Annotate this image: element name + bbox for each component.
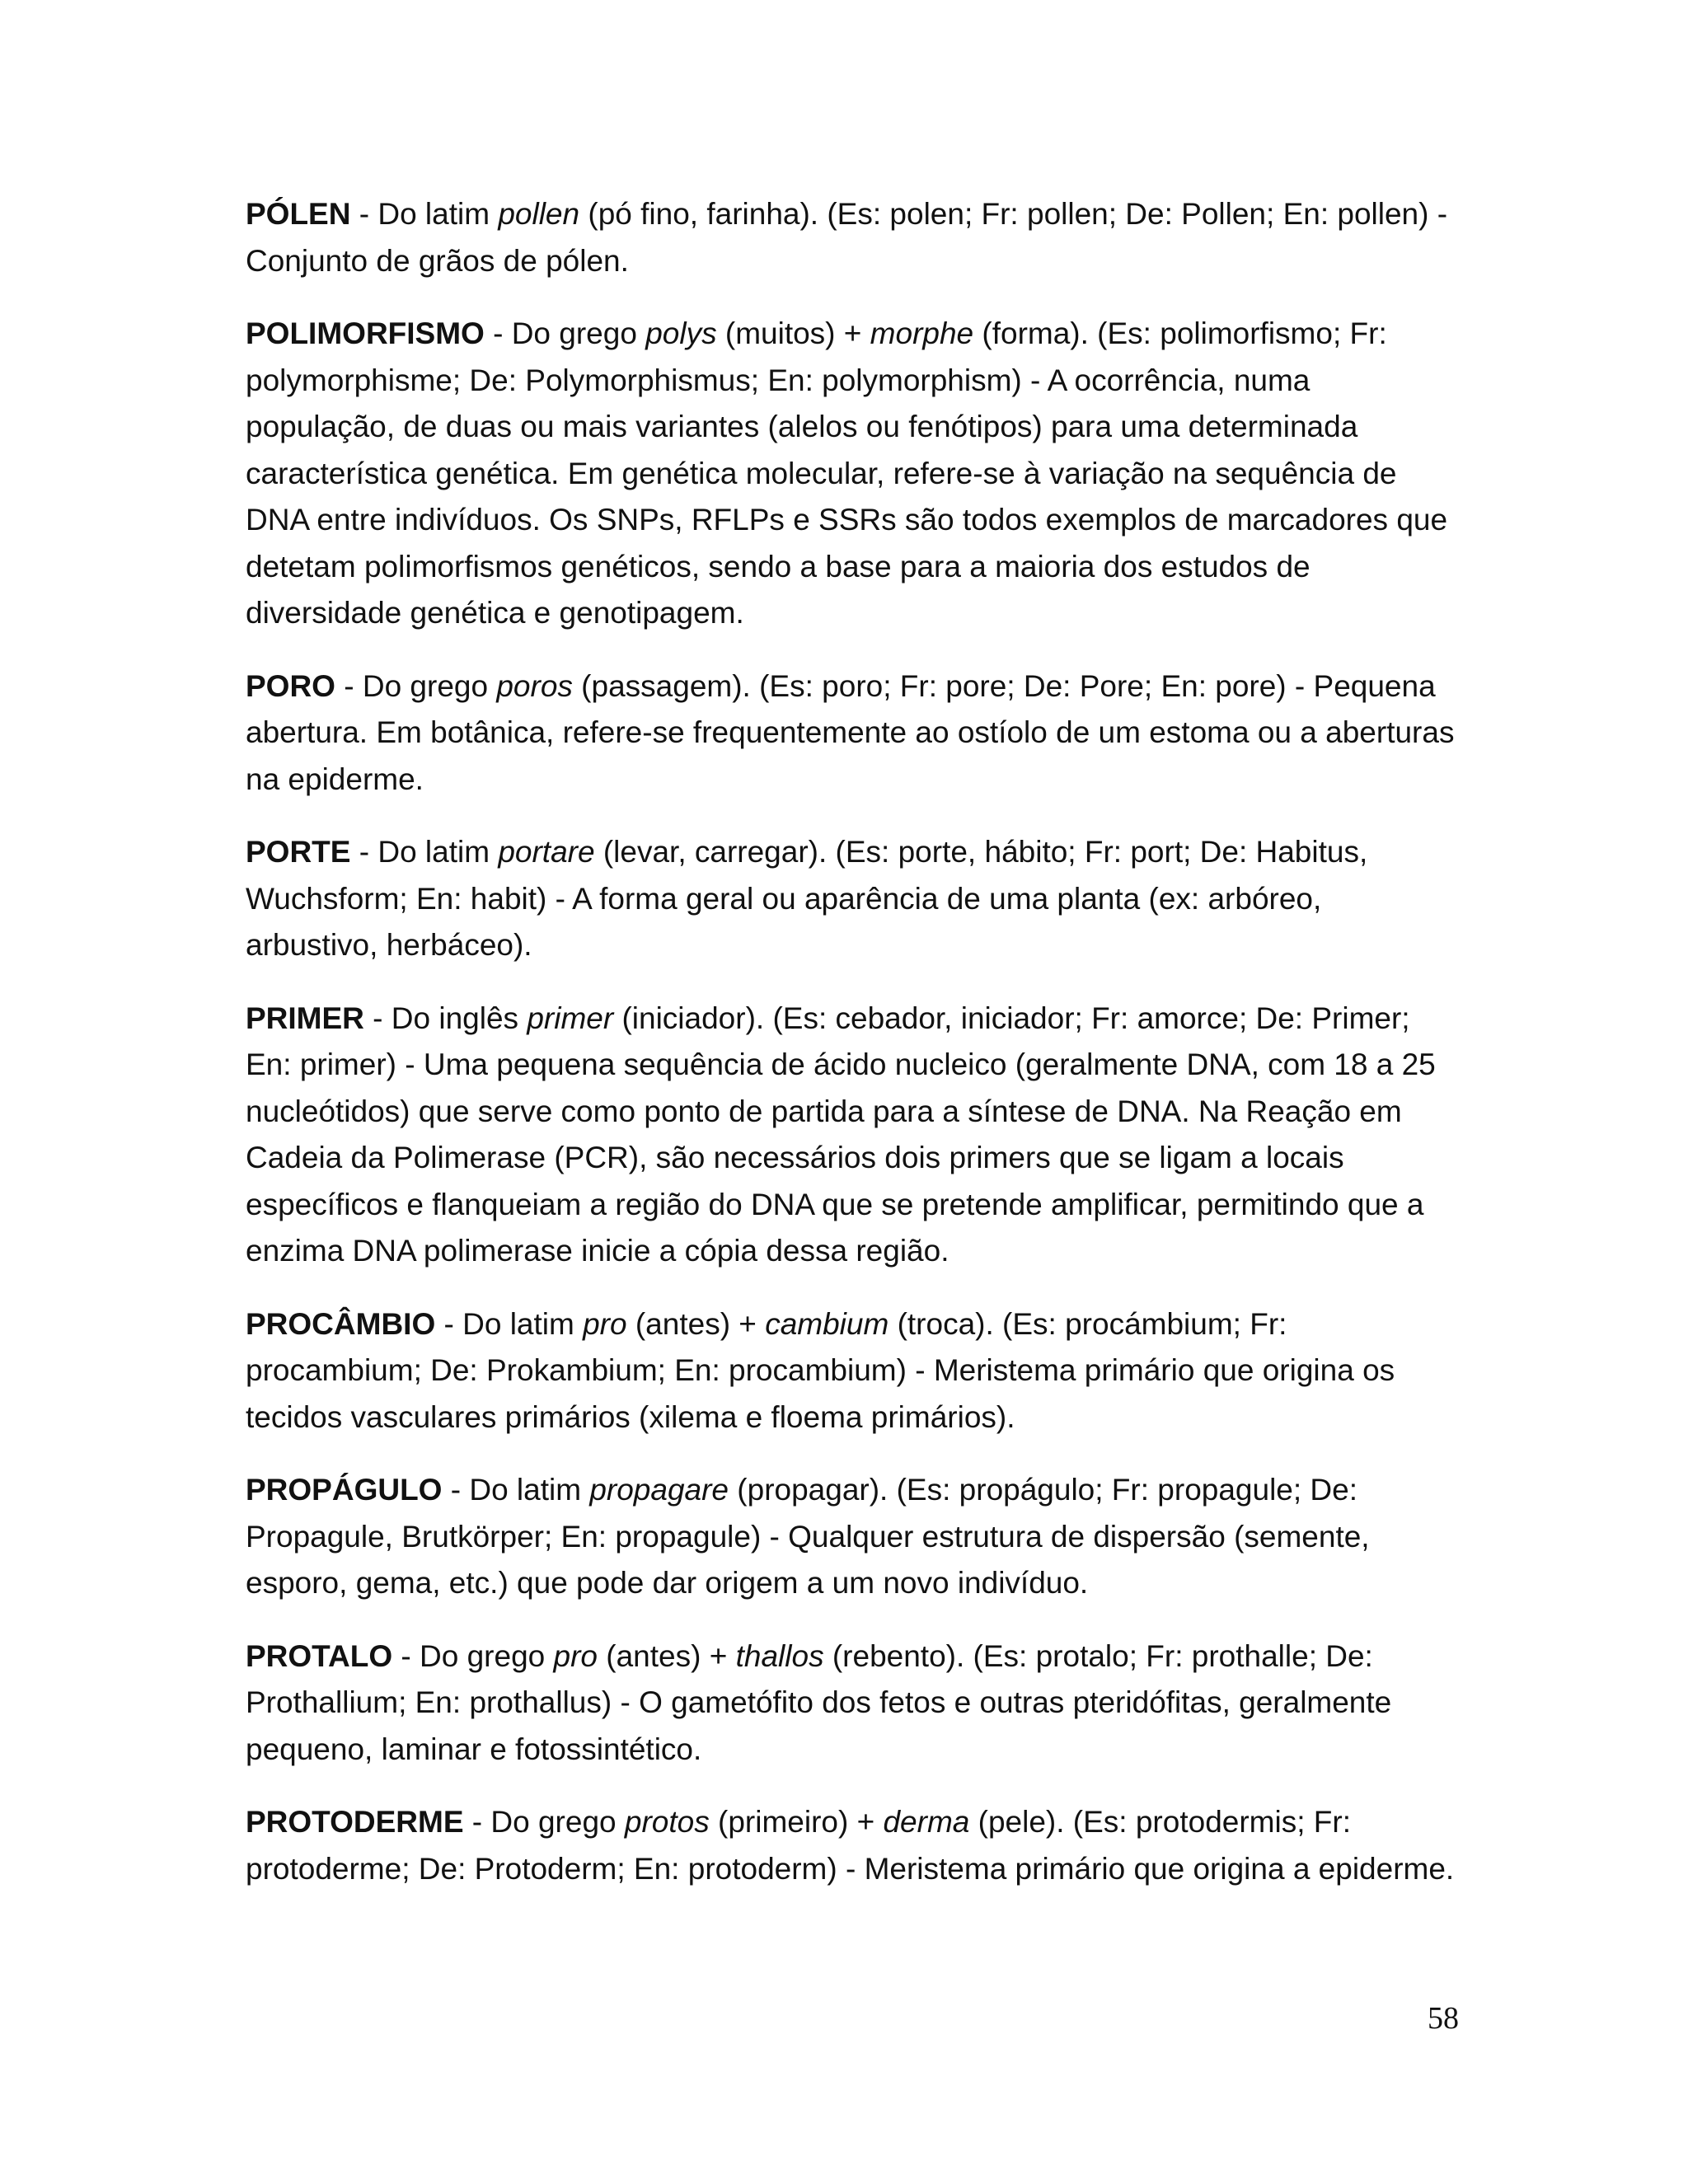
entry-etymon: polys <box>645 316 717 350</box>
entry-text: - Do grego <box>484 316 646 350</box>
entry-text: (rebento). (Es: protalo; Fr: prothalle; De: Prothallium; En: prothallus) - O gametófito dos fetos e outras pteridófitas, geralmente pequeno, laminar e fotossintético. <box>246 1638 1392 1766</box>
entry-text: (antes) + <box>626 1306 766 1341</box>
page-number: 58 <box>1428 2001 1459 2036</box>
entry-text: (propagar). (Es: propágulo; Fr: propagule; De: Propagule, Brutkörper; En: propagule) - Qualquer estrutura de dispersão (semente, esporo, gema, etc.) que pode dar origem a um novo indivíduo. <box>246 1473 1370 1600</box>
entry-term: PORO <box>246 668 335 703</box>
entry-text: (iniciador). (Es: cebador, iniciador; Fr: amorce; De: Primer; En: primer) - Uma pequena sequência de ácido nucleico (geralmente DNA, com 18 a 25 nucleótidos) que serve como ponto de partida para a síntese de DNA. Na Reação em Cadeia da Polimerase (PCR), são necessários dois primers que se ligam a locais específicos e flanqueiam a região do DNA que se pretende amplificar, permitindo que a enzima DNA polimerase inicie a cópia dessa região. <box>246 1001 1436 1268</box>
entry-etymon: protos <box>624 1805 710 1839</box>
entry-text: (pó fino, farinha). (Es: polen; Fr: pollen; De: Pollen; En: pollen) - Conjunto de grãos de pólen. <box>246 197 1448 278</box>
glossary-entry-polimorfismo <box>246 311 1457 637</box>
entry-etymon: poros <box>496 668 573 703</box>
entry-text: - Do latim <box>350 197 499 231</box>
glossary-entry-poro <box>246 663 1457 804</box>
entry-etymon: propagare <box>589 1473 729 1507</box>
entry-text: - Do latim <box>435 1306 584 1341</box>
entry-text: - Do grego <box>392 1638 554 1673</box>
glossary-entry-propagulo <box>246 1467 1457 1607</box>
entry-term: POLIMORFISMO <box>246 316 485 350</box>
entry-etymon: pro <box>583 1306 627 1341</box>
entry-term: PROPÁGULO <box>246 1473 443 1507</box>
entry-etymon: pro <box>553 1638 598 1673</box>
entry-text: - Do latim <box>442 1473 590 1507</box>
glossary-entry-porte <box>246 829 1457 969</box>
entry-text: (pele). (Es: protodermis; Fr: protoderme; De: Protoderm; En: protoderm) - Meristema primário que origina a epiderme. <box>246 1805 1455 1886</box>
entry-text: (passagem). (Es: poro; Fr: pore; De: Pore; En: pore) - Pequena abertura. Em botânica, refere-se frequentemente ao ostíolo de um estoma ou a aberturas na epiderme. <box>246 668 1455 796</box>
entry-text: (forma). (Es: polimorfismo; Fr: polymorphisme; De: Polymorphismus; En: polymorphism) - A ocorrência, numa população, de duas ou mais variantes (alelos ou fenótipos) para uma determinada característica genética. Em genética molecular, refere-se à variação na sequência de DNA entre indivíduos. Os SNPs, RFLPs e SSRs são todos exemplos de marcadores que detetam polimorfismos genéticos, sendo a base para a maioria dos estudos de diversidade genética e genotipagem. <box>246 316 1448 630</box>
entry-text: (antes) + <box>598 1638 736 1673</box>
entry-text: - Do latim <box>350 835 499 869</box>
entry-term: PROCÂMBIO <box>246 1306 436 1341</box>
entry-term: PROTALO <box>246 1638 393 1673</box>
entry-term: PORTE <box>246 835 351 869</box>
entry-term: PÓLEN <box>246 197 351 231</box>
glossary-entries <box>246 191 1457 1919</box>
entry-etymon: primer <box>527 1001 614 1035</box>
entry-text: - Do inglês <box>363 1001 528 1035</box>
glossary-entry-procambio <box>246 1301 1457 1441</box>
glossary-entry-protalo <box>246 1633 1457 1774</box>
entry-text: (muitos) + <box>716 316 870 350</box>
entry-term: PROTODERME <box>246 1805 464 1839</box>
entry-etymon: pollen <box>498 197 580 231</box>
entry-etymon: portare <box>498 835 595 869</box>
entry-etymon: cambium <box>765 1306 889 1341</box>
entry-etymon: derma <box>883 1805 970 1839</box>
entry-text: (troca). (Es: procámbium; Fr: procambium; De: Prokambium; En: procambium) - Meristema primário que origina os tecidos vasculares primários (xilema e floema primários). <box>246 1306 1395 1434</box>
entry-term: PRIMER <box>246 1001 364 1035</box>
entry-text: (levar, carregar). (Es: porte, hábito; Fr: port; De: Habitus, Wuchsform; En: habit) - A forma geral ou aparência de uma planta (ex: arbóreo, arbustivo, herbáceo). <box>246 835 1368 962</box>
glossary-entry-primer <box>246 996 1457 1275</box>
glossary-entry-protoderme <box>246 1799 1457 1892</box>
glossary-entry-polen <box>246 191 1457 284</box>
entry-etymon: thallos <box>735 1638 824 1673</box>
entry-text: - Do grego <box>463 1805 625 1839</box>
entry-etymon: morphe <box>870 316 974 350</box>
entry-text: (primeiro) + <box>709 1805 884 1839</box>
entry-text: - Do grego <box>335 668 497 703</box>
